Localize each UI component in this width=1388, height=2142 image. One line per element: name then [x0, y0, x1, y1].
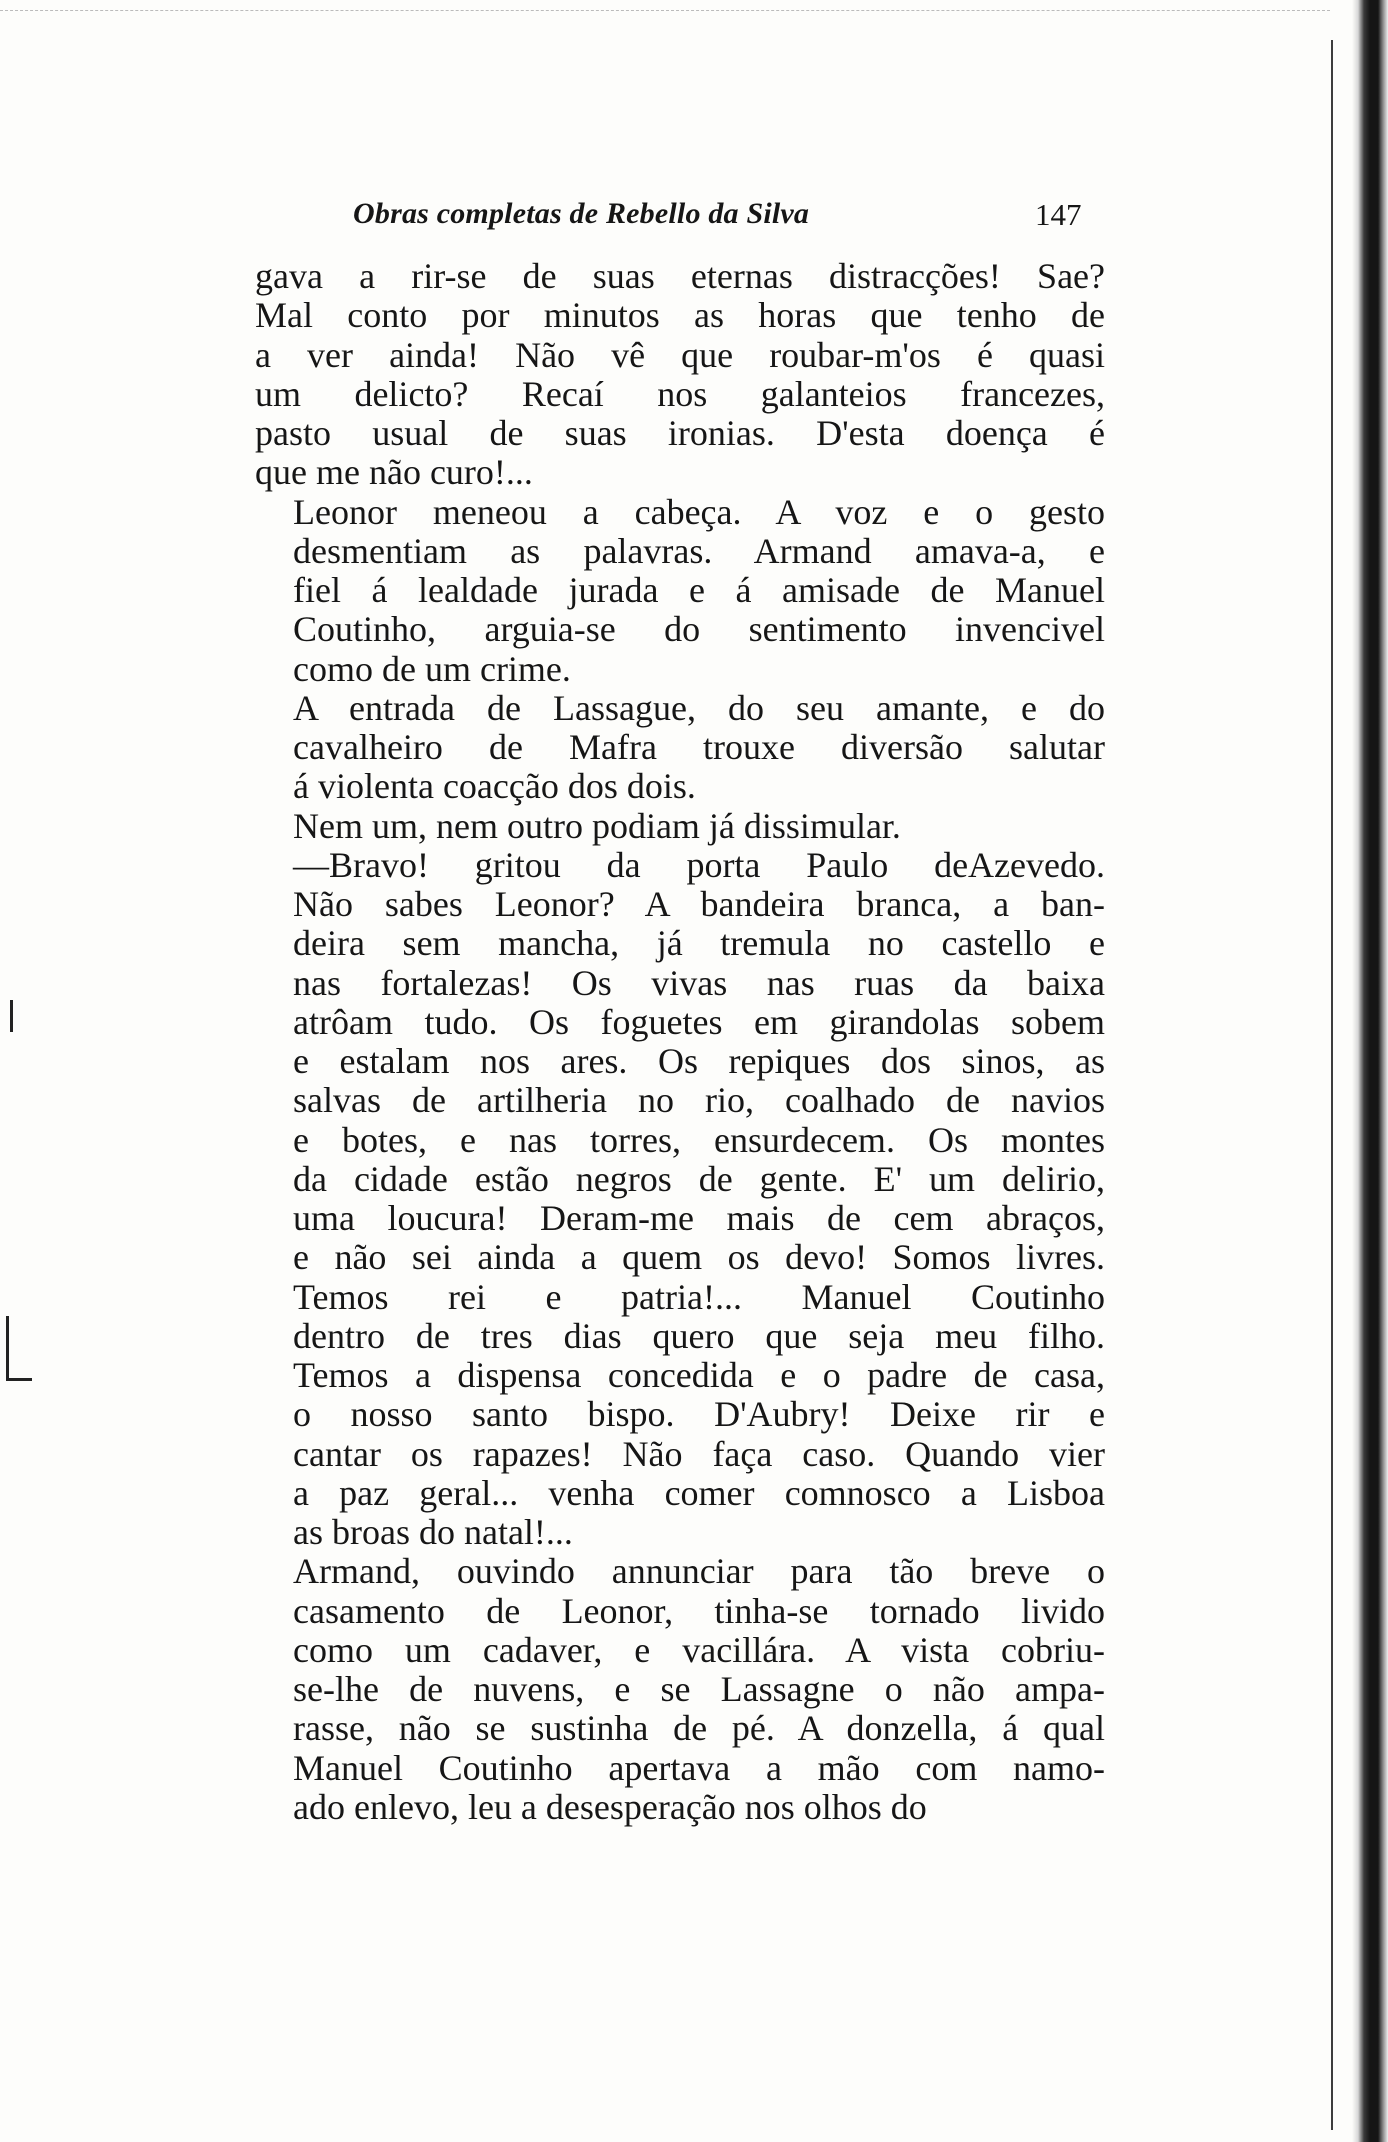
text-line: Mal conto por minutos as horas que tenho de — [255, 295, 1105, 336]
paragraph — [255, 1552, 1105, 1827]
top-scan-rule — [0, 10, 1330, 11]
text-line: A entrada de Lassague, do seu amante, e do — [293, 687, 1105, 728]
text-line: dentro de tres dias quero que seja meu filho. — [293, 1315, 1105, 1356]
text-line: e botes, e nas torres, ensurdecem. Os montes — [293, 1119, 1105, 1160]
text-line: que me não curo!... — [255, 452, 533, 493]
text-line: atrôam tudo. Os foguetes em girandolas sobem — [293, 1001, 1105, 1042]
text-line: as broas do natal!... — [293, 1512, 573, 1552]
text-line: e não sei ainda a quem os devo! Somos livres. — [293, 1237, 1105, 1278]
running-title: Obras completas de Rebello da Silva — [353, 197, 810, 230]
text-line: cantar os rapazes! Não faça caso. Quando vier — [293, 1433, 1105, 1474]
text-line: como de um crime. — [293, 648, 571, 689]
paragraph — [255, 689, 1105, 807]
gutter-line — [1331, 40, 1333, 2130]
text-line: salvas de artilheria no rio, coalhado de navios — [293, 1080, 1105, 1121]
text-line: Armand, ouvindo annunciar para tão breve o — [293, 1551, 1105, 1592]
text-line: rasse, não se sustinha de pé. A donzella, á qual — [293, 1708, 1105, 1749]
text-line: deira sem mancha, já tremula no castello e — [293, 923, 1105, 964]
text-line: pasto usual de suas ironias. D'esta doença é — [255, 413, 1105, 453]
text-line: casamento de Leonor, tinha-se tornado livido — [293, 1590, 1105, 1631]
text-line: Não sabes Leonor? A bandeira branca, a ban- — [293, 884, 1105, 924]
text-line: Temos rei e patria!... Manuel Coutinho — [293, 1276, 1105, 1317]
text-line: ado enlevo, leu a desesperação nos olhos do — [293, 1786, 927, 1827]
running-header — [255, 195, 1105, 245]
text-line: Temos a dispensa concedida e o padre de casa, — [293, 1355, 1105, 1395]
text-line: uma loucura! Deram-me mais de cem abraços, — [293, 1198, 1105, 1238]
paragraph — [255, 257, 1105, 493]
text-line: Leonor meneou a cabeça. A voz e o gesto — [293, 491, 1105, 532]
text-line: á violenta coacção dos dois. — [293, 766, 696, 807]
page-number: 147 — [1035, 197, 1082, 232]
text-line: fiel á lealdade jurada e á amisade de Manuel — [293, 570, 1105, 610]
book-page — [255, 195, 1105, 1827]
text-line: como um cadaver, e vacillára. A vista cobriu- — [293, 1629, 1105, 1670]
page-binding-edge — [1352, 0, 1388, 2142]
text-line: Coutinho, arguia-se do sentimento invencivel — [293, 609, 1105, 650]
text-line: e estalam nos ares. Os repiques dos sinos, as — [293, 1041, 1105, 1081]
text-line: o nosso santo bispo. D'Aubry! Deixe rir e — [293, 1394, 1105, 1435]
text-line: cavalheiro de Mafra trouxe diversão salutar — [293, 727, 1105, 767]
text-line: Manuel Coutinho apertava a mão com namo- — [293, 1747, 1105, 1788]
text-line: —Bravo! gritou da porta Paulo deAzevedo. — [293, 844, 1105, 885]
text-line: a paz geral... venha comer comnosco a Lisboa — [293, 1472, 1105, 1513]
margin-mark — [10, 1000, 13, 1032]
paragraph — [255, 846, 1105, 1553]
paragraph — [255, 807, 1105, 846]
text-line: desmentiam as palavras. Armand amava-a, e — [293, 530, 1105, 571]
text-line: da cidade estão negros de gente. E' um delirio, — [293, 1158, 1105, 1199]
margin-mark — [6, 1316, 9, 1380]
text-line: um delicto? Recaí nos galanteios francezes, — [255, 373, 1105, 414]
text-line: a ver ainda! Não vê que roubar-m'os é quasi — [255, 334, 1105, 375]
paragraph — [255, 493, 1105, 689]
text-line: nas fortalezas! Os vivas nas ruas da baixa — [293, 962, 1105, 1003]
text-line: gava a rir-se de suas eternas distracções! Sae? — [255, 256, 1105, 296]
body-text — [255, 257, 1105, 1827]
text-line: se-lhe de nuvens, e se Lassagne o não ampa- — [293, 1669, 1105, 1709]
text-line: Nem um, nem outro podiam já dissimular. — [293, 805, 901, 846]
